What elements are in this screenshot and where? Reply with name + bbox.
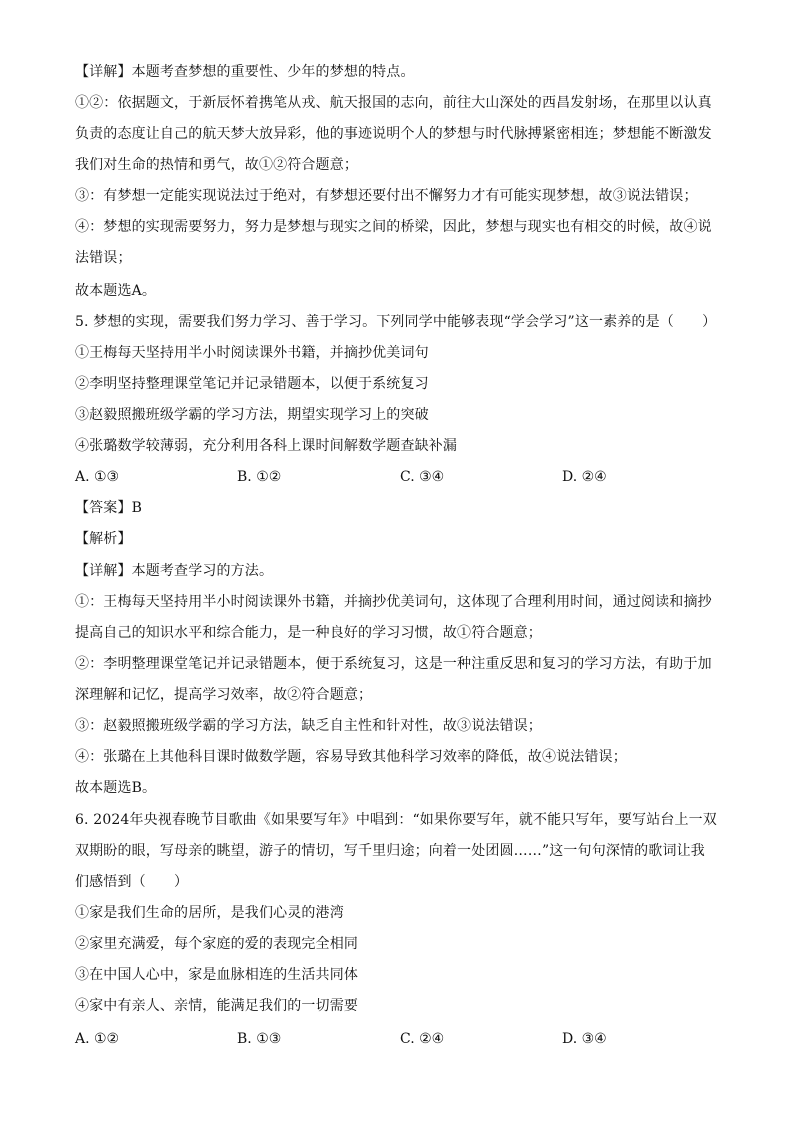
- q5-stem: 5. 梦想的实现，需要我们努力学习、善于学习。下列同学中能够表现“学会学习”这一素养的是（ ）: [75, 314, 717, 330]
- q4-analysis-heading: 【详解】本题考查梦想的重要性、少年的梦想的特点。: [75, 64, 415, 80]
- q4-analysis-point-12-line2: 负责的态度让自己的航天梦大放异彩，他的事迹说明个人的梦想与时代脉搏紧密相连；梦想能不断激发: [75, 126, 712, 142]
- q6-statement-4: ④家中有亲人、亲情，能满足我们的一切需要: [75, 998, 358, 1014]
- q6-option-b: B. ①③: [237, 1031, 282, 1047]
- q5-analysis-label: 【解析】: [75, 531, 132, 547]
- q5-options: [75, 468, 725, 486]
- q6-statement-3: ③在中国人心中，家是血脉相连的生活共同体: [75, 967, 358, 983]
- q5-analysis-point-1-line1: ①：王梅每天坚持用半小时阅读课外书籍，并摘抄优美词句，这体现了合理利用时间，通过阅读和摘抄: [75, 594, 712, 610]
- q5-analysis-point-3: ③：赵毅照搬班级学霸的学习方法，缺乏自主性和针对性，故③说法错误；: [75, 718, 542, 734]
- q6-stem-line3: 们感悟到（ ）: [75, 874, 189, 890]
- q5-analysis-point-2-line2: 深理解和记忆，提高学习效率，故②符合题意；: [75, 687, 373, 703]
- q6-statement-1: ①家是我们生命的居所，是我们心灵的港湾: [75, 905, 344, 921]
- q5-statement-3: ③赵毅照搬班级学霸的学习方法，期望实现学习上的突破: [75, 407, 429, 423]
- q5-option-b: B. ①②: [237, 469, 282, 485]
- q6-statement-2: ②家里充满爱，每个家庭的爱的表现完全相同: [75, 936, 358, 952]
- q6-stem-line2: 双期盼的眼，写母亲的眺望，游子的情切，写千里归途；向着一处团圆……”这一句句深情的歌词让我: [75, 843, 705, 859]
- q6-options: [75, 1030, 725, 1048]
- q5-statement-4: ④张璐数学较薄弱，充分利用各科上课时间解数学题查缺补漏: [75, 438, 458, 454]
- q4-analysis-point-12-line3: 我们对生命的热情和勇气，故①②符合题意；: [75, 157, 358, 173]
- q6-option-d: D. ③④: [562, 1031, 607, 1047]
- q6-option-a: A. ①②: [75, 1031, 120, 1047]
- q4-analysis-point-12-line1: ①②：依据题文，于新辰怀着携笔从戎、航天报国的志向，前往大山深处的西昌发射场，在那里以认真: [75, 95, 712, 111]
- q6-option-c: C. ②④: [400, 1031, 445, 1047]
- q5-option-d: D. ②④: [562, 469, 607, 485]
- q5-analysis-point-4: ④：张璐在上其他科目课时做数学题，容易导致其他科学习效率的降低，故④说法错误；: [75, 749, 627, 765]
- q5-analysis-point-1-line2: 提高自己的知识水平和综合能力，是一种良好的学习习惯，故①符合题意；: [75, 625, 542, 641]
- q4-analysis-point-4-line2: 法错误；: [75, 250, 132, 266]
- q5-statement-2: ②李明坚持整理课堂笔记并记录错题本，以便于系统复习: [75, 376, 429, 392]
- q5-conclusion: 故本题选B。: [75, 780, 157, 796]
- q5-option-a: A. ①③: [75, 469, 120, 485]
- q6-stem-line1: 6. 2024年央视春晚节目歌曲《如果要写年》中唱到：“如果你要写年，就不能只写年，要写站台上一双: [75, 812, 717, 828]
- q5-analysis-point-2-line1: ②：李明整理课堂笔记并记录错题本，便于系统复习，这是一种注重反思和复习的学习方法，有助于加: [75, 656, 712, 672]
- q5-answer: 【答案】B: [75, 500, 143, 516]
- q5-analysis-heading: 【详解】本题考查学习的方法。: [75, 563, 274, 579]
- q4-analysis-point-4-line1: ④：梦想的实现需要努力，努力是梦想与现实之间的桥梁，因此，梦想与现实也有相交的时候，故④说: [75, 219, 712, 235]
- q5-statement-1: ①王梅每天坚持用半小时阅读课外书籍，并摘抄优美词句: [75, 345, 429, 361]
- q5-option-c: C. ③④: [400, 469, 445, 485]
- q4-analysis-point-3: ③：有梦想一定能实现说法过于绝对，有梦想还要付出不懈努力才有可能实现梦想，故③说法错误；: [75, 188, 698, 204]
- q4-conclusion: 故本题选A。: [75, 283, 157, 299]
